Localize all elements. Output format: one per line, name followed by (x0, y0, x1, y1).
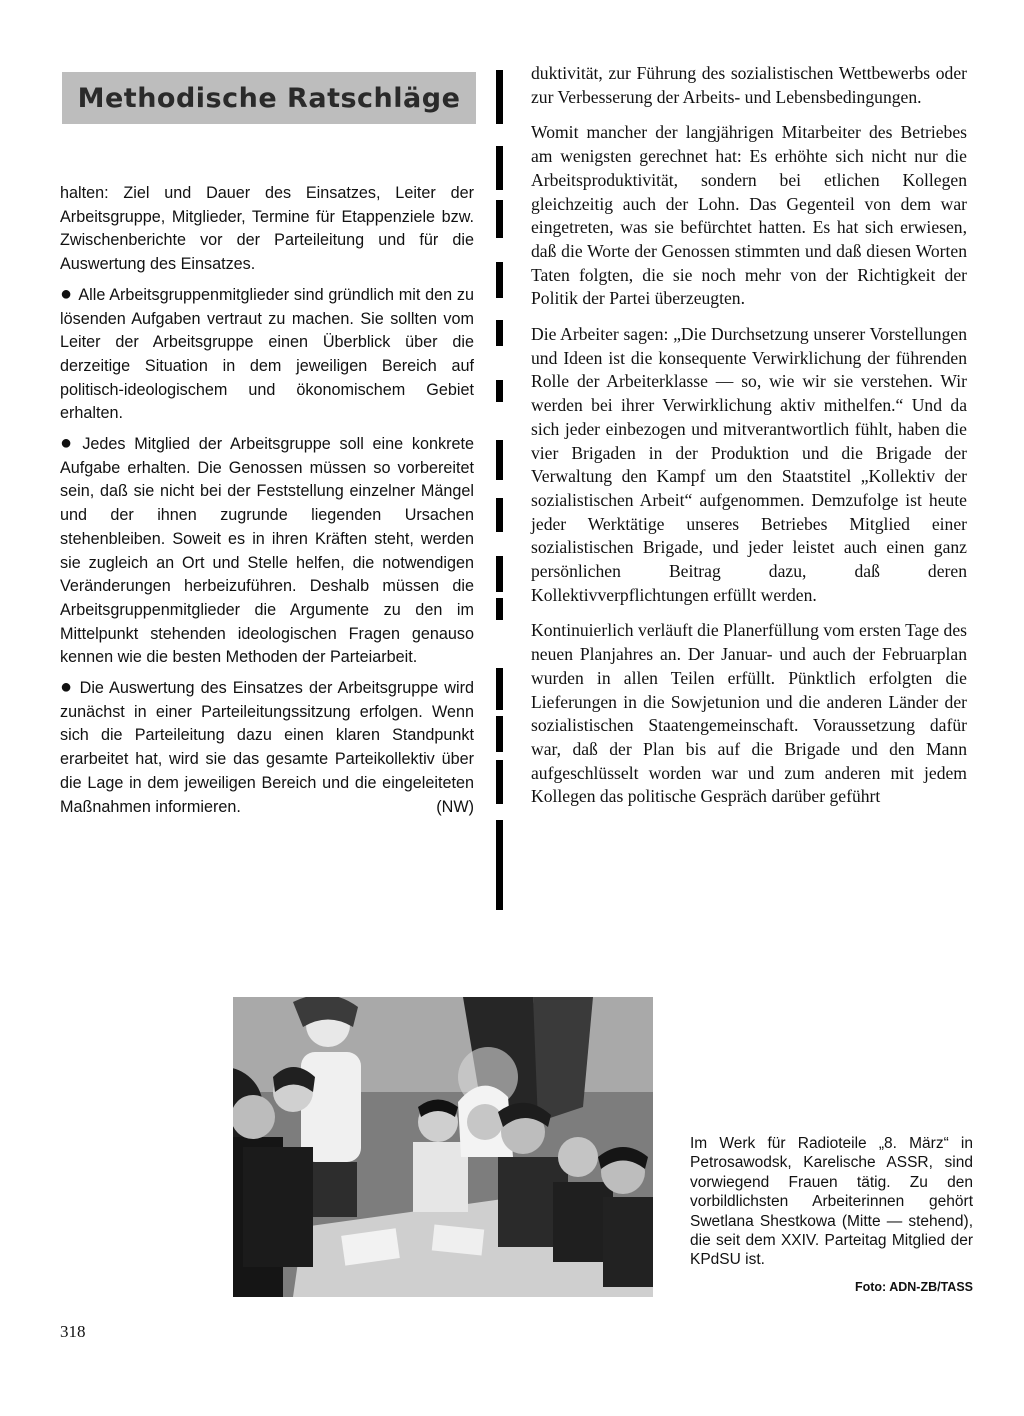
right-column (531, 62, 967, 821)
bullet-text: Die Auswertung des Einsatzes der Arbeitsgruppe wird zunächst in einer Parteileitungssitzung erfolgen. Wenn sich die Parteileitung dazu einen klaren Standpunkt erarbeitet hat, wird sie das gesamte Parteikollektiv über die Lage in dem jeweiligen Bereich und die eingeleiteten Maßnahmen informieren. (60, 679, 474, 816)
author-signature: (NW) (436, 797, 474, 816)
bullet-icon: ● (60, 432, 77, 455)
left-column (60, 182, 474, 826)
bullet-paragraph (60, 433, 474, 670)
bullet-text: Alle Arbeitsgruppenmitglieder sind gründlich mit den zu lösenden Aufgaben vertraut zu machen. Sie sollten vom Leiter der Arbeitsgruppe einen Überblick über die derzeitige Situation in dem jeweiligen Bereich auf politisch-ideologischem und ökonomischem Gebiet erhalten. (60, 285, 474, 423)
intro-paragraph: halten: Ziel und Dauer des Einsatzes, Leiter der Arbeitsgruppe, Mitglieder, Termine für Etappenziele bzw. Zwischenberichte vor der Parteileitung und für die Auswertung des Einsatzes. (60, 184, 474, 274)
margin-bar (496, 498, 503, 532)
body-paragraph: duktivität, zur Führung des sozialistischen Wettbewerbs oder zur Verbesserung der Arbeits- und Lebensbedingungen. (531, 63, 967, 107)
margin-bar (496, 200, 503, 238)
body-paragraph: Kontinuierlich verläuft die Planerfüllung vom ersten Tage des neuen Planjahres an. Der Januar- und auch der Februarplan wurden in allen Teilen erfüllt. Pünktlich erfolgten die Lieferungen in die Sowjetunion und die anderen Länder der sozialistischen Staatengemeinschaft. Voraussetzung dafür war, daß der Plan bis auf die Brigade und den Mann aufgeschlüsselt worden war und zum anderen mit jedem Kollegen das politische Gespräch darüber geführt (531, 620, 967, 807)
bullet-icon: ● (60, 282, 73, 305)
meeting-photo (233, 997, 653, 1297)
photo-caption: Im Werk für Radioteile „8. März“ in Petrosawodsk, Karelische ASSR, sind vorwiegend Frauen tätig. Zu den vorbildlichsten Arbeiterinnen gehört Swetlana Shestkowa (Mitte — stehend), die seit dem XXIV. Parteitag Mitglied der KPdSU ist. (690, 1135, 973, 1269)
bullet-icon: ● (60, 676, 74, 699)
margin-bar (496, 598, 503, 620)
photo-credit: Foto: ADN-ZB/TASS (854, 1280, 973, 1294)
body-paragraph: Womit mancher der langjährigen Mitarbeiter des Betriebes am wenigsten gerechnet hat: Es erhöhte sich nicht nur die Arbeitsproduktivität, sondern bei etlichen Kollegen gleichzeitig auch der Lohn. Das Gegenteil von dem war eingetreten, was sie befürchtet hatten. Es hat sich erwiesen, daß die Worte der Genossen stimmten und daß diesen Worten Taten folgten, die sie noch mehr von der Richtigkeit der Politik der Partei überzeugten. (531, 122, 967, 309)
margin-bar (496, 146, 503, 190)
bullet-text: Jedes Mitglied der Arbeitsgruppe soll eine konkrete Aufgabe erhalten. Die Genossen müssen so vorbereitet sein, daß sie nicht bei der Feststellung einzelner Mängel und der ihnen zugrunde liegenden Ursachen stehenbleiben. Soweit es in ihren Kräften steht, werden sie zugleich an Ort und Stelle helfen, die notwendigen Veränderungen herbeizuführen. Deshalb müssen die Arbeitsgruppenmitglieder die Argumente zu den im Mittelpunkt stehenden ideologischen Fragen genauso kennen wie die besten Methoden der Parteiarbeit. (60, 435, 474, 667)
body-paragraph: Die Arbeiter sagen: „Die Durchsetzung unserer Vorstellungen und Ideen ist die konsequente Verwirklichung der führenden Rolle der Arbeiterklasse — so, wie wir sie verstehen. Wir werden bei ihrer Verwirklichung aktiv mithelfen.“ Und da sich jeder einbezogen und mitverantwortlich fühlt, haben die vier Brigaden in der Produktion und die Brigade der Verwaltung den Kampf um den Staatstitel „Kollektiv der sozialistischen Arbeit“ aufgenommen. Demzufolge ist heute jeder Werktätige unseres Betriebes Mitglied einer sozialistischen Brigade, und jeder leistet auch einen ganz persönlichen Beitrag dazu, daß deren Kollektivverpflichtungen erfüllt werden. (531, 324, 967, 605)
margin-bar (496, 760, 503, 804)
section-header (62, 72, 476, 124)
photo-illustration (233, 997, 653, 1297)
margin-bar (496, 380, 503, 402)
margin-bar (496, 716, 503, 752)
margin-bar (496, 556, 503, 592)
margin-bar (496, 440, 503, 480)
page-number: 318 (60, 1322, 86, 1341)
section-title: Methodische Ratschläge (77, 82, 461, 114)
margin-bar (496, 262, 503, 298)
margin-bar (496, 668, 503, 710)
margin-bar (496, 820, 503, 910)
bullet-paragraph (60, 677, 474, 819)
bullet-paragraph (60, 284, 474, 426)
margin-bar (496, 320, 503, 346)
margin-bar (496, 70, 503, 124)
